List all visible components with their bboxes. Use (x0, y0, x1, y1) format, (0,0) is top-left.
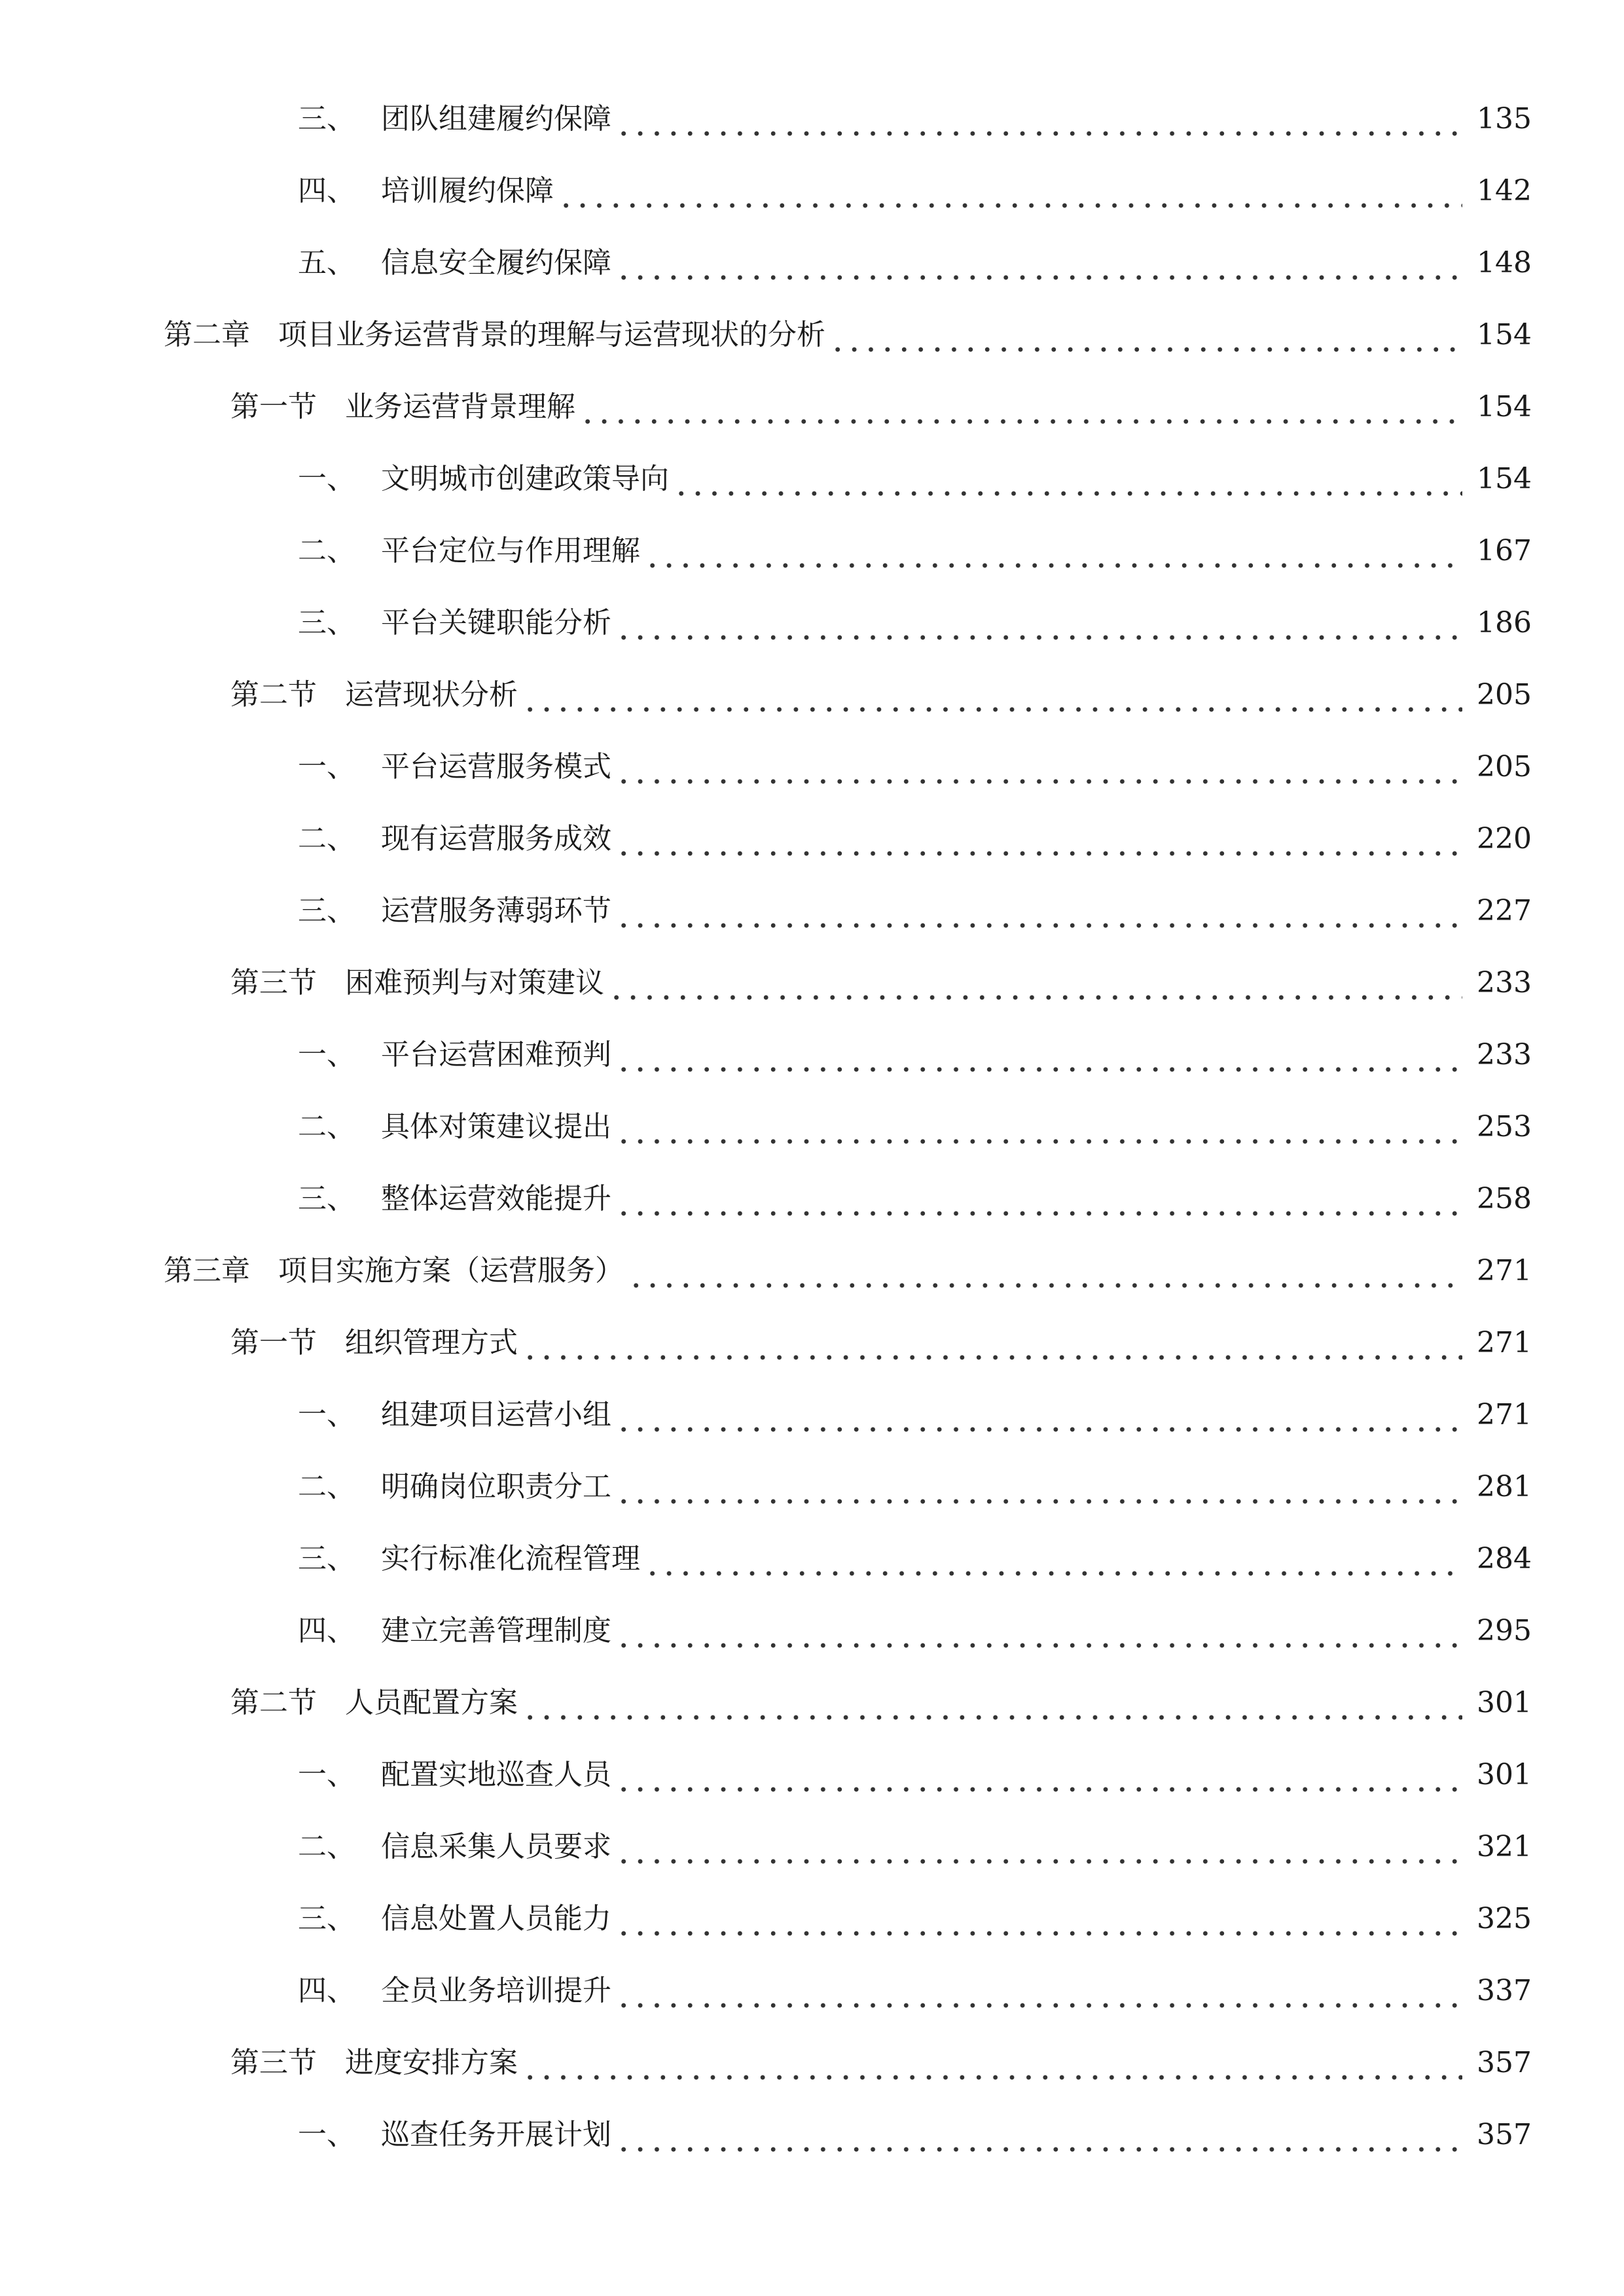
toc-entry-number: 第三节 (230, 966, 317, 999)
toc-entry[interactable] (230, 669, 1532, 721)
dot-leader (615, 1605, 1462, 1657)
dot-leader (522, 1317, 1462, 1369)
toc-entry-number: 一、 (298, 2118, 355, 2151)
toc-entry-number: 三、 (298, 1902, 355, 1935)
toc-entry-page: 253 (1477, 1110, 1532, 1143)
dot-leader (522, 669, 1462, 721)
toc-entry-number: 二、 (298, 1110, 355, 1143)
toc-entry-title: 整体运营效能提升 (381, 1182, 611, 1215)
toc-entry[interactable] (298, 741, 1532, 793)
toc-entry-number: 三、 (298, 894, 355, 927)
toc-entry-page: 154 (1477, 390, 1532, 423)
toc-entry-page: 284 (1477, 1542, 1532, 1575)
toc-entry-title: 组织管理方式 (345, 1326, 518, 1359)
toc-entry-title: 团队组建履约保障 (381, 102, 611, 135)
dot-leader (615, 1029, 1462, 1081)
dot-leader (522, 1677, 1462, 1729)
toc-entry[interactable] (298, 1821, 1532, 1873)
toc-entry-page: 233 (1477, 1038, 1532, 1071)
toc-entry-title: 建立完善管理制度 (381, 1614, 611, 1647)
dot-leader (615, 237, 1462, 289)
toc-entry[interactable] (230, 1317, 1532, 1369)
toc-entry[interactable] (298, 453, 1532, 505)
toc-entry[interactable] (298, 1893, 1532, 1945)
toc-entry-page: 357 (1477, 2046, 1532, 2079)
dot-leader (615, 1893, 1462, 1945)
toc-entry-title: 人员配置方案 (345, 1686, 518, 1719)
dot-leader (615, 1173, 1462, 1225)
toc-entry[interactable] (298, 1461, 1532, 1513)
toc-entry-number: 一、 (298, 1398, 355, 1431)
toc-entry-page: 258 (1477, 1182, 1532, 1215)
dot-leader (673, 453, 1462, 505)
toc-entry[interactable] (298, 885, 1532, 937)
toc-entry-title: 组建项目运营小组 (381, 1398, 611, 1431)
dot-leader (615, 813, 1462, 865)
dot-leader (644, 525, 1462, 577)
dot-leader (615, 741, 1462, 793)
dot-leader (608, 957, 1462, 1009)
toc-entry-number: 四、 (298, 1974, 355, 2007)
toc-entry-page: 167 (1477, 534, 1532, 567)
dot-leader (615, 1461, 1462, 1513)
dot-leader (615, 1821, 1462, 1873)
toc-entry[interactable] (298, 1605, 1532, 1657)
toc-entry-number: 二、 (298, 534, 355, 567)
toc-entry-number: 四、 (298, 1614, 355, 1647)
toc-entry-title: 巡查任务开展计划 (381, 2118, 611, 2151)
dot-leader (579, 381, 1462, 433)
toc-entry[interactable] (298, 1749, 1532, 1801)
toc-entry-number: 第三节 (230, 2046, 317, 2079)
toc-entry-page: 325 (1477, 1902, 1532, 1935)
toc-entry-page: 301 (1477, 1758, 1532, 1791)
toc-entry-page: 154 (1477, 462, 1532, 495)
toc-entry-page: 186 (1477, 606, 1532, 639)
dot-leader (558, 165, 1462, 217)
toc-entry[interactable] (298, 93, 1532, 145)
toc-entry-number: 三、 (298, 102, 355, 135)
dot-leader (615, 1965, 1462, 2017)
toc-entry-number: 三、 (298, 1182, 355, 1215)
toc-entry-page: 281 (1477, 1470, 1532, 1503)
toc-entry-page: 337 (1477, 1974, 1532, 2007)
dot-leader (829, 309, 1462, 361)
toc-entry-page: 148 (1477, 246, 1532, 279)
toc-entry-number: 四、 (298, 174, 355, 207)
toc-entry[interactable] (298, 165, 1532, 217)
toc-entry-number: 三、 (298, 606, 355, 639)
dot-leader (615, 1389, 1462, 1441)
toc-entry-title: 具体对策建议提出 (381, 1110, 611, 1143)
toc-entry-page: 271 (1477, 1326, 1532, 1359)
toc-entry-title: 运营现状分析 (345, 678, 518, 711)
toc-entry-title: 信息安全履约保障 (381, 246, 611, 279)
toc-entry-title: 进度安排方案 (345, 2046, 518, 2079)
dot-leader (628, 1245, 1462, 1297)
toc-entry[interactable] (230, 957, 1532, 1009)
toc-entry-page: 321 (1477, 1830, 1532, 1863)
toc-entry-number: 第二节 (230, 1686, 317, 1719)
toc-entry[interactable] (298, 237, 1532, 289)
toc-entry-number: 一、 (298, 462, 355, 495)
toc-entry[interactable] (230, 1677, 1532, 1729)
toc-entry[interactable] (298, 1533, 1532, 1585)
toc-entry[interactable] (230, 381, 1532, 433)
toc-entry-number: 二、 (298, 1830, 355, 1863)
toc-entry-title: 配置实地巡查人员 (381, 1758, 611, 1791)
toc-entry-page: 205 (1477, 750, 1532, 783)
toc-entry-title: 平台定位与作用理解 (381, 534, 640, 567)
toc-entry-title: 平台运营服务模式 (381, 750, 611, 783)
toc-entry-title: 培训履约保障 (381, 174, 554, 207)
toc-entry[interactable] (164, 1245, 1532, 1297)
dot-leader (615, 2109, 1462, 2161)
toc-entry-number: 一、 (298, 1038, 355, 1071)
toc-entry[interactable] (298, 525, 1532, 577)
toc-entry[interactable] (298, 1101, 1532, 1153)
toc-entry-number: 一、 (298, 750, 355, 783)
toc-entry-number: 三、 (298, 1542, 355, 1575)
toc-entry[interactable] (298, 2109, 1532, 2161)
toc-entry[interactable] (230, 2037, 1532, 2089)
toc-entry-number: 二、 (298, 822, 355, 855)
toc-entry-number: 二、 (298, 1470, 355, 1503)
toc-entry-title: 困难预判与对策建议 (345, 966, 604, 999)
toc-entry-number: 第三章 (164, 1254, 250, 1287)
toc-entry-title: 项目业务运营背景的理解与运营现状的分析 (278, 318, 825, 351)
toc-entry[interactable] (164, 309, 1532, 361)
toc-entry-number: 第一节 (230, 390, 317, 423)
toc-entry-page: 301 (1477, 1686, 1532, 1719)
toc-entry-page: 135 (1477, 102, 1532, 135)
toc-entry-title: 全员业务培训提升 (381, 1974, 611, 2007)
toc-entry-number: 第二章 (164, 318, 250, 351)
toc-entry[interactable] (298, 813, 1532, 865)
toc-entry-title: 信息处置人员能力 (381, 1902, 611, 1935)
toc-entry-page: 357 (1477, 2118, 1532, 2151)
dot-leader (644, 1533, 1462, 1585)
dot-leader (522, 2037, 1462, 2089)
toc-entry-page: 220 (1477, 822, 1532, 855)
toc-entry-number: 一、 (298, 1758, 355, 1791)
toc-entry-page: 295 (1477, 1614, 1532, 1647)
toc-entry[interactable] (298, 1389, 1532, 1441)
toc-entry[interactable] (298, 1173, 1532, 1225)
dot-leader (615, 597, 1462, 649)
dot-leader (615, 1101, 1462, 1153)
toc-entry-page: 227 (1477, 894, 1532, 927)
toc-entry-number: 五、 (298, 246, 355, 279)
toc-entry-title: 实行标准化流程管理 (381, 1542, 640, 1575)
dot-leader (615, 1749, 1462, 1801)
toc-entry-number: 第一节 (230, 1326, 317, 1359)
toc-entry-title: 平台关键职能分析 (381, 606, 611, 639)
toc-entry-page: 271 (1477, 1254, 1532, 1287)
toc-entry-title: 运营服务薄弱环节 (381, 894, 611, 927)
toc-entry-title: 现有运营服务成效 (381, 822, 611, 855)
toc-entry-title: 平台运营困难预判 (381, 1038, 611, 1071)
toc-entry-title: 信息采集人员要求 (381, 1830, 611, 1863)
dot-leader (615, 885, 1462, 937)
toc-entry[interactable] (298, 597, 1532, 649)
toc-entry-page: 205 (1477, 678, 1532, 711)
toc-entry-number: 第二节 (230, 678, 317, 711)
toc-entry-page: 142 (1477, 174, 1532, 207)
dot-leader (615, 93, 1462, 145)
toc-entry-title: 业务运营背景理解 (345, 390, 575, 423)
toc-entry-title: 文明城市创建政策导向 (381, 462, 669, 495)
toc-entry-page: 271 (1477, 1398, 1532, 1431)
toc-entry[interactable] (298, 1965, 1532, 2017)
toc-entry-page: 233 (1477, 966, 1532, 999)
toc-entry[interactable] (298, 1029, 1532, 1081)
toc-entry-title: 项目实施方案（运营服务） (278, 1254, 624, 1287)
toc-entry-title: 明确岗位职责分工 (381, 1470, 611, 1503)
toc-entry-page: 154 (1477, 318, 1532, 351)
